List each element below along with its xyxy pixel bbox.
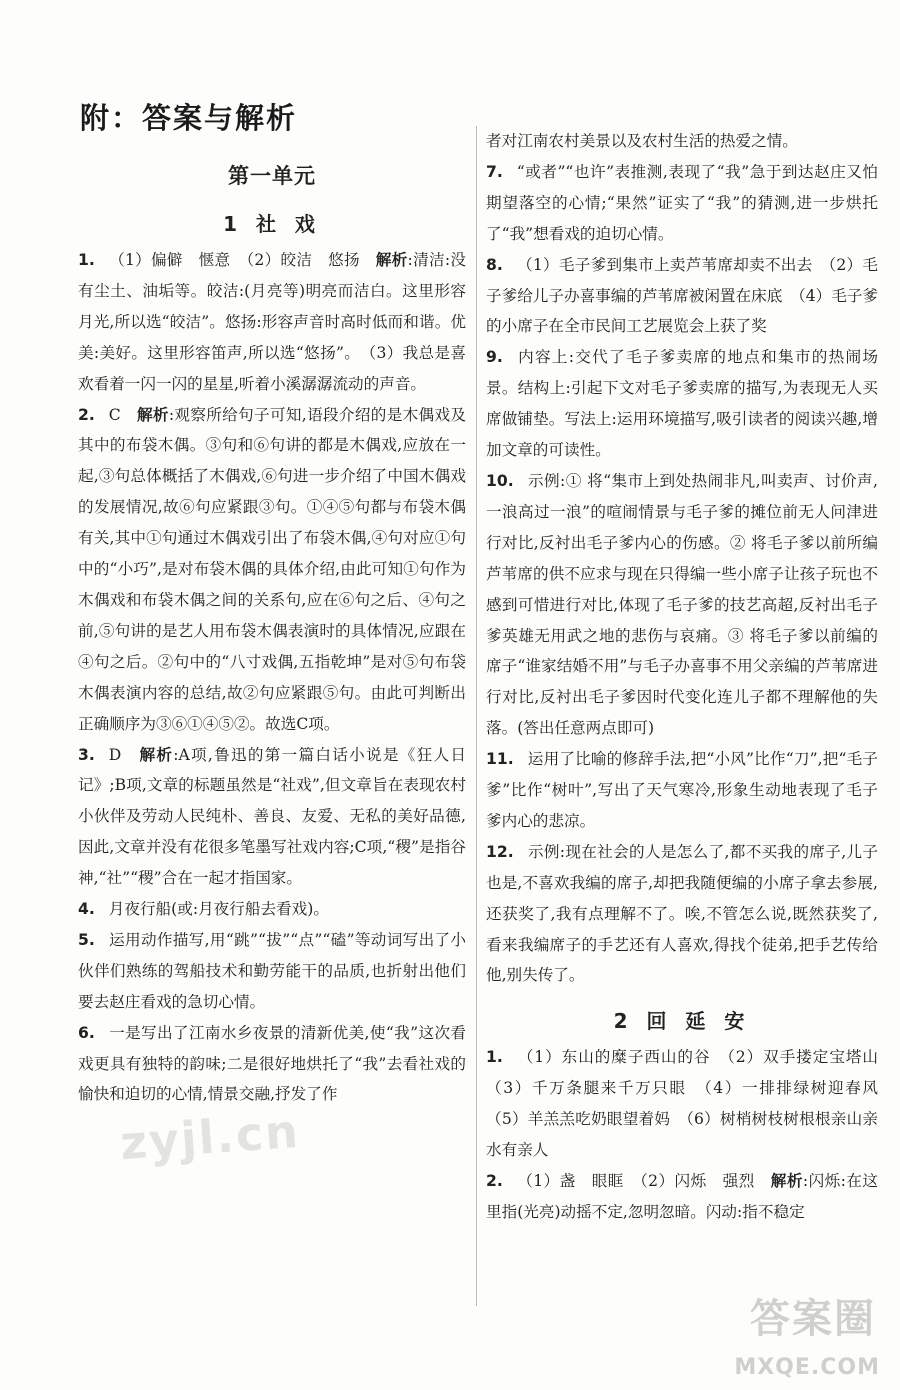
answer-text: 内容上:交代了毛子爹卖席的地点和集市的热闹场景。结构上:引起下文对毛子爹卖席的描写,为表现无人买席做铺垫。写法上:运用环境描写,吸引读者的阅读兴趣,增加文章的可读性。 <box>486 348 878 460</box>
answer-item <box>486 1042 894 1166</box>
answer-number: 10. <box>486 471 514 490</box>
watermark-logo: 答案圈 <box>750 1296 876 1342</box>
answer-list-lesson2 <box>486 1042 894 1227</box>
analysis-text: :观察所给句子可知,语段介绍的是木偶戏及其中的布袋木偶。③句和⑥句讲的都是木偶戏,应放在一起,③句总体概括了木偶戏,⑥句进一步介绍了中国木偶戏的发展情况,故⑥句应紧跟③句。①④⑤句都与布袋木偶有关,其中①句通过木偶戏引出了布袋木偶,④句对应①句中的“小巧”,是对布袋木偶的具体介绍,由此可知①句作为木偶戏和布袋木偶之间的关系句,应在⑥句之后、④句之前,⑤句讲的是艺人用布袋木偶表演时的具体情况,应跟在④句之后。②句中的“八寸戏偶,五指乾坤”是对⑤句布袋木偶表演内容的总结,故②句应紧跟⑤句。由此可判断出正确顺序为③⑥①④⑤②。故选C项。 <box>78 405 466 733</box>
answer-text: （1）偏僻 惬意 （2）皎洁 悠扬 <box>108 251 376 269</box>
answer-number: 7. <box>486 162 503 181</box>
answer-number: 2. <box>78 405 95 424</box>
column-divider <box>476 126 477 1306</box>
answer-text: C <box>108 405 137 424</box>
answer-number: 2. <box>486 1172 503 1190</box>
analysis-label: 解析 <box>139 745 174 764</box>
watermark-center: zyjl.cn <box>118 1103 302 1171</box>
answer-text: 示例:① 将“集市上到处热闹非凡,叫卖声、讨价声,一浪高过一浪”的喧闹情景与毛子爹的摊位前无人问津进行对比,反衬出毛子爹内心的伤感。② 将毛子爹以前所编芦苇席的供不应求与现在只得编一些小席子让孩子玩也不感到可惜进行对比,体现了毛子爹的技艺高超,反衬出毛子爹英雄无用武之地的悲伤与哀痛。③ 将毛子爹以前编的席子“谁家结婚不用”与毛子办喜事不用父亲编的芦苇席进行对比,反衬出毛子爹因时代变化连儿子都不理解他的失落。(答出任意两点即可) <box>486 471 878 738</box>
analysis-text: :清洁:没有尘土、油垢等。皎洁:(月亮等)明亮而洁白。这里形容月光,所以选“皎洁”。悠扬:形容声音时高时低而和谐。优美:美好。这里形容笛声,所以选“悠扬”。 （3）我总是喜欢看着一闪一闪的星星,听着小溪潺潺流动的声音。 <box>78 251 466 393</box>
answer-number: 12. <box>486 842 514 861</box>
answer-item <box>486 466 878 744</box>
answer-item <box>78 925 466 1018</box>
right-column <box>486 126 894 1228</box>
answer-text: 者对江南农村美景以及农村生活的热爱之情。 <box>486 132 798 150</box>
answer-text: D <box>108 745 140 764</box>
answer-number: 9. <box>486 348 503 367</box>
watermark-url: MXQE.COM <box>734 1355 880 1380</box>
answer-list-lesson1-part1 <box>78 245 466 1110</box>
answer-item <box>486 744 878 837</box>
answer-number: 5. <box>78 930 95 949</box>
left-column <box>78 160 466 1110</box>
answer-number: 6. <box>78 1023 95 1042</box>
answer-item <box>486 126 878 157</box>
answer-text: 运用了比喻的修辞手法,把“小风”比作“刀”,把“毛子爹”比作“树叶”,写出了天气寒冷,形象生动地表现了毛子爹内心的悲凉。 <box>486 750 878 830</box>
unit-title: 第一单元 <box>228 164 316 188</box>
lesson-title-1: 1 社 戏 <box>223 212 321 236</box>
answer-text: “或者”“也许”表推测,表现了“我”急于到达赵庄又怕期望落空的心情;“果然”证实了“我”的猜测,进一步烘托了“我”想看戏的迫切心情。 <box>486 162 878 243</box>
answer-text: 一是写出了江南水乡夜景的清新优美,使“我”这次看戏更具有独特的韵味;二是很好地烘托了“我”去看社戏的愉快和迫切的心情,情景交融,抒发了作 <box>78 1023 466 1104</box>
answer-number: 8. <box>486 255 503 274</box>
analysis-label: 解析 <box>375 251 408 269</box>
answer-number: 11. <box>486 750 514 769</box>
answer-number: 4. <box>78 900 95 919</box>
answer-item <box>78 894 466 925</box>
answer-list-lesson1-part2 <box>486 126 878 991</box>
answer-text: 示例:现在社会的人是怎么了,都不买我的席子,儿子也是,不喜欢我编的席子,却把我随便编的小席子拿去参展,还获奖了,我有点理解不了。唉,不管怎么说,既然获奖了,看来我编席子的手艺还有人喜欢,得找个徒弟,把手艺传给他,别失传了。 <box>486 842 878 985</box>
answer-item <box>486 1166 878 1228</box>
answer-item <box>78 245 466 400</box>
analysis-label: 解析 <box>136 405 169 424</box>
analysis-text: :A项,鲁迅的第一篇白话小说是《狂人日记》;B项,文章的标题虽然是“社戏”,但文章旨在表现农村小伙伴及劳动人民纯朴、善良、友爱、无私的美好品德,因此,文章并没有花很多笔墨写社戏内容;C项,“稷”是指谷神,“社”“稷”合在一起才指国家。 <box>78 745 466 888</box>
answer-item <box>486 250 878 343</box>
answer-item <box>486 342 878 466</box>
analysis-label: 解析 <box>770 1172 803 1190</box>
answer-text: 运用动作描写,用“跳”“拔”“点”“磕”等动词写出了小伙伴们熟练的驾船技术和勤劳能干的品质,也折射出他们要去赵庄看戏的急切心情。 <box>78 930 466 1011</box>
analysis-text: :闪烁:在这里指(光亮)动摇不定,忽明忽暗。闪动:指不稳定 <box>486 1172 878 1221</box>
answer-text: （1）东山的糜子西山的谷 （2）双手搂定宝塔山 （3）千万条腿来千万只眼 （4）一排排绿树迎春风 （5）羊羔羔吃奶眼望着妈 （6）树梢树枝树根根亲山亲水有亲人 <box>486 1048 894 1160</box>
page-heading: 附：答案与解析 <box>80 101 298 135</box>
answer-number: 3. <box>78 745 95 764</box>
answer-item <box>486 837 878 992</box>
answer-item <box>78 1018 466 1111</box>
answer-text: （1）盏 眼眶 （2）闪烁 强烈 <box>516 1172 771 1190</box>
answer-item <box>78 740 466 895</box>
answer-item <box>78 400 466 740</box>
answer-text: 月夜行船(或:月夜行船去看戏)。 <box>108 900 329 919</box>
answer-number: 1. <box>78 251 95 269</box>
lesson-title-2: 2 回 延 安 <box>613 1009 751 1034</box>
answer-item <box>486 157 878 250</box>
answer-text: （1）毛子爹到集市上卖芦苇席却卖不出去 （2）毛子爹给儿子办喜事编的芦苇席被闲置在床底 （4）毛子爹的小席子在全市民间工艺展览会上获了奖 <box>486 255 878 336</box>
answer-number: 1. <box>486 1048 503 1067</box>
